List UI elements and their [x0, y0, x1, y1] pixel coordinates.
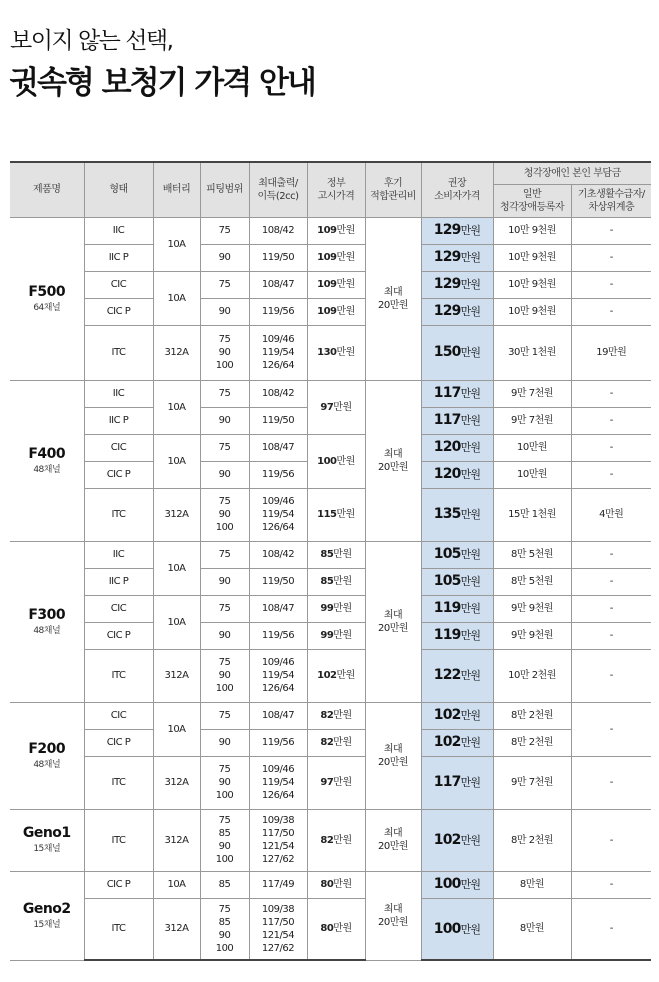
type-cell: ITC [84, 649, 153, 702]
fitting-cell: 75 90 100 [200, 756, 249, 809]
general-burden-cell: 9만 9천원 [493, 595, 571, 622]
table-row [10, 380, 651, 407]
output-cell: 109/38 117/50 121/54 127/62 [249, 898, 307, 960]
product-channels: 48채널 [33, 625, 61, 636]
battery-cell: 10A [153, 541, 200, 595]
basic-burden-cell: - [571, 541, 651, 568]
gov-price-cell: 109만원 [307, 217, 365, 244]
basic-burden-cell: - [571, 871, 651, 898]
type-cell: ITC [84, 325, 153, 380]
battery-cell: 10A [153, 434, 200, 488]
type-cell: CIC P [84, 622, 153, 649]
type-cell: ITC [84, 756, 153, 809]
basic-burden-cell: - [571, 756, 651, 809]
general-burden-cell: 10만 9천원 [493, 271, 571, 298]
product-name: F300 [28, 606, 66, 623]
type-cell: CIC [84, 271, 153, 298]
output-cell: 119/56 [249, 729, 307, 756]
gov-price-cell: 115만원 [307, 488, 365, 541]
output-cell: 119/50 [249, 244, 307, 271]
battery-cell: 10A [153, 380, 200, 434]
output-cell: 108/47 [249, 271, 307, 298]
fitting-cell: 90 [200, 407, 249, 434]
general-burden-cell: 9만 7천원 [493, 380, 571, 407]
type-cell: CIC [84, 434, 153, 461]
general-burden-cell: 30만 1천원 [493, 325, 571, 380]
battery-cell: 10A [153, 271, 200, 325]
general-burden-cell: 10만원 [493, 434, 571, 461]
rrp-cell: 120만원 [421, 461, 493, 488]
table-row [10, 488, 651, 541]
product-name-cell [10, 702, 84, 809]
header-max-output: 최대출력/ 이득(2cc) [249, 162, 307, 217]
gov-price-cell: 82만원 [307, 809, 365, 871]
type-cell: ITC [84, 809, 153, 871]
basic-burden-cell: - [571, 380, 651, 407]
table-row [10, 809, 651, 871]
table-row [10, 898, 651, 960]
output-cell: 119/56 [249, 298, 307, 325]
type-cell: CIC P [84, 298, 153, 325]
fitting-cell: 75 90 100 [200, 649, 249, 702]
after-care-cell: 최대 20만원 [365, 871, 421, 960]
price-table [10, 161, 651, 961]
fitting-cell: 75 [200, 271, 249, 298]
table-row [10, 325, 651, 380]
product-name-cell [10, 380, 84, 541]
general-burden-cell: 9만 9천원 [493, 622, 571, 649]
product-name: Geno2 [22, 900, 71, 917]
basic-burden-cell: - [571, 898, 651, 960]
table-row [10, 622, 651, 649]
product-name-cell [10, 541, 84, 702]
output-cell: 119/50 [249, 568, 307, 595]
output-cell: 119/56 [249, 622, 307, 649]
basic-burden-cell: - [571, 434, 651, 461]
output-cell: 108/47 [249, 434, 307, 461]
fitting-cell: 75 [200, 380, 249, 407]
output-cell: 108/42 [249, 217, 307, 244]
fitting-cell: 90 [200, 244, 249, 271]
fitting-cell: 75 [200, 595, 249, 622]
table-row [10, 541, 651, 568]
product-channels: 15채널 [33, 844, 61, 855]
gov-price-cell: 100만원 [307, 434, 365, 488]
general-burden-cell: 15만 1천원 [493, 488, 571, 541]
header-general: 일반 청각장애등록자 [493, 184, 571, 217]
rrp-cell: 102만원 [421, 729, 493, 756]
fitting-cell: 75 85 90 100 [200, 898, 249, 960]
table-row [10, 217, 651, 244]
basic-burden-cell: - [571, 809, 651, 871]
type-cell: CIC P [84, 871, 153, 898]
battery-cell: 10A [153, 595, 200, 649]
fitting-cell: 75 90 100 [200, 325, 249, 380]
table-row [10, 649, 651, 702]
rrp-cell: 122만원 [421, 649, 493, 702]
rrp-cell: 100만원 [421, 898, 493, 960]
battery-cell: 312A [153, 809, 200, 871]
table-row [10, 871, 651, 898]
basic-burden-cell: - [571, 407, 651, 434]
product-name: F400 [28, 445, 66, 462]
general-burden-cell: 8만 2천원 [493, 729, 571, 756]
battery-cell: 10A [153, 871, 200, 898]
output-cell: 109/46 119/54 126/64 [249, 488, 307, 541]
general-burden-cell: 9만 7천원 [493, 756, 571, 809]
rrp-cell: 105만원 [421, 541, 493, 568]
gov-price-cell: 109만원 [307, 298, 365, 325]
rrp-cell: 100만원 [421, 871, 493, 898]
output-cell: 108/47 [249, 595, 307, 622]
general-burden-cell: 8만원 [493, 898, 571, 960]
type-cell: IIC P [84, 568, 153, 595]
type-cell: IIC [84, 541, 153, 568]
type-cell: CIC P [84, 729, 153, 756]
battery-cell: 312A [153, 898, 200, 960]
gov-price-cell: 82만원 [307, 729, 365, 756]
basic-burden-cell: 4만원 [571, 488, 651, 541]
general-burden-cell: 8만 2천원 [493, 809, 571, 871]
header-gov-price: 정부 고시가격 [307, 162, 365, 217]
gov-price-cell: 82만원 [307, 702, 365, 729]
output-cell: 109/46 119/54 126/64 [249, 325, 307, 380]
product-name: F500 [28, 283, 66, 300]
page-title: 귓속형 보청기 가격 안내 [9, 65, 315, 101]
general-burden-cell: 10만 9천원 [493, 217, 571, 244]
after-care-cell: 최대 20만원 [365, 380, 421, 541]
basic-burden-cell: - [571, 217, 651, 244]
basic-burden-cell: - [571, 595, 651, 622]
basic-burden-cell: - [571, 271, 651, 298]
product-channels: 48채널 [33, 759, 61, 770]
product-name: Geno1 [22, 825, 71, 842]
general-burden-cell: 10만원 [493, 461, 571, 488]
general-burden-cell: 10만 9천원 [493, 244, 571, 271]
table-row [10, 271, 651, 298]
basic-burden-cell: - [571, 568, 651, 595]
rrp-cell: 129만원 [421, 298, 493, 325]
gov-price-cell: 97만원 [307, 756, 365, 809]
after-care-cell: 최대 20만원 [365, 541, 421, 702]
table-row [10, 298, 651, 325]
type-cell: IIC P [84, 244, 153, 271]
header-burden: 청각장애인 본인 부담금 [493, 162, 651, 184]
type-cell: CIC [84, 702, 153, 729]
battery-cell: 312A [153, 488, 200, 541]
fitting-cell: 75 [200, 434, 249, 461]
type-cell: IIC [84, 380, 153, 407]
table-row [10, 568, 651, 595]
gov-price-cell: 97만원 [307, 380, 365, 434]
rrp-cell: 129만원 [421, 217, 493, 244]
type-cell: IIC P [84, 407, 153, 434]
basic-burden-cell: - [571, 244, 651, 271]
header-product: 제품명 [10, 162, 84, 217]
basic-burden-cell: - [571, 298, 651, 325]
rrp-cell: 129만원 [421, 244, 493, 271]
output-cell: 108/47 [249, 702, 307, 729]
output-cell: 109/46 119/54 126/64 [249, 649, 307, 702]
output-cell: 108/42 [249, 380, 307, 407]
product-channels: 64채널 [33, 302, 61, 313]
table-row [10, 595, 651, 622]
gov-price-cell: 102만원 [307, 649, 365, 702]
rrp-cell: 119만원 [421, 595, 493, 622]
type-cell: CIC [84, 595, 153, 622]
header-battery: 배터리 [153, 162, 200, 217]
fitting-cell: 90 [200, 461, 249, 488]
fitting-cell: 75 [200, 541, 249, 568]
fitting-cell: 85 [200, 871, 249, 898]
battery-cell: 10A [153, 702, 200, 756]
product-name: F200 [28, 740, 66, 757]
basic-burden-cell: - [571, 461, 651, 488]
output-cell: 119/50 [249, 407, 307, 434]
output-cell: 109/46 119/54 126/64 [249, 756, 307, 809]
header-type: 형태 [84, 162, 153, 217]
gov-price-cell: 109만원 [307, 271, 365, 298]
product-name-cell [10, 217, 84, 380]
general-burden-cell: 10만 9천원 [493, 298, 571, 325]
header-rrp: 권장 소비자가격 [421, 162, 493, 217]
product-channels: 48채널 [33, 464, 61, 475]
rrp-cell: 150만원 [421, 325, 493, 380]
product-name-cell [10, 871, 84, 960]
table-row [10, 434, 651, 461]
fitting-cell: 75 90 100 [200, 488, 249, 541]
output-cell: 108/42 [249, 541, 307, 568]
product-channels: 15채널 [33, 919, 61, 930]
rrp-cell: 102만원 [421, 809, 493, 871]
after-care-cell: 최대 20만원 [365, 217, 421, 380]
page-subtitle: 보이지 않는 선택, [10, 28, 173, 54]
rrp-cell: 117만원 [421, 756, 493, 809]
general-burden-cell: 8만 5천원 [493, 568, 571, 595]
fitting-cell: 90 [200, 729, 249, 756]
basic-burden-cell: 19만원 [571, 325, 651, 380]
rrp-cell: 119만원 [421, 622, 493, 649]
fitting-cell: 90 [200, 298, 249, 325]
fitting-cell: 75 [200, 217, 249, 244]
general-burden-cell: 8만 2천원 [493, 702, 571, 729]
fitting-cell: 90 [200, 568, 249, 595]
general-burden-cell: 8만 5천원 [493, 541, 571, 568]
product-name-cell [10, 809, 84, 871]
fitting-cell: 75 85 90 100 [200, 809, 249, 871]
rrp-cell: 102만원 [421, 702, 493, 729]
after-care-cell: 최대 20만원 [365, 702, 421, 809]
type-cell: CIC P [84, 461, 153, 488]
rrp-cell: 105만원 [421, 568, 493, 595]
fitting-cell: 75 [200, 702, 249, 729]
rrp-cell: 135만원 [421, 488, 493, 541]
header-after-care: 후기 적합관리비 [365, 162, 421, 217]
battery-cell: 312A [153, 756, 200, 809]
table-row [10, 244, 651, 271]
gov-price-cell: 85만원 [307, 541, 365, 568]
battery-cell: 312A [153, 649, 200, 702]
basic-burden-cell: - [571, 702, 651, 756]
table-row [10, 756, 651, 809]
type-cell: IIC [84, 217, 153, 244]
rrp-cell: 117만원 [421, 407, 493, 434]
gov-price-cell: 80만원 [307, 898, 365, 960]
battery-cell: 10A [153, 217, 200, 271]
output-cell: 119/56 [249, 461, 307, 488]
output-cell: 117/49 [249, 871, 307, 898]
general-burden-cell: 9만 7천원 [493, 407, 571, 434]
table-row [10, 702, 651, 729]
output-cell: 109/38 117/50 121/54 127/62 [249, 809, 307, 871]
fitting-cell: 90 [200, 622, 249, 649]
type-cell: ITC [84, 898, 153, 960]
type-cell: ITC [84, 488, 153, 541]
rrp-cell: 120만원 [421, 434, 493, 461]
rrp-cell: 117만원 [421, 380, 493, 407]
gov-price-cell: 109만원 [307, 244, 365, 271]
header-basic: 기초생활수급자/ 차상위계층 [571, 184, 651, 217]
basic-burden-cell: - [571, 622, 651, 649]
header-fitting-range: 피팅범위 [200, 162, 249, 217]
table-row [10, 729, 651, 756]
battery-cell: 312A [153, 325, 200, 380]
gov-price-cell: 80만원 [307, 871, 365, 898]
basic-burden-cell: - [571, 649, 651, 702]
gov-price-cell: 130만원 [307, 325, 365, 380]
gov-price-cell: 99만원 [307, 622, 365, 649]
gov-price-cell: 99만원 [307, 595, 365, 622]
gov-price-cell: 85만원 [307, 568, 365, 595]
general-burden-cell: 8만원 [493, 871, 571, 898]
rrp-cell: 129만원 [421, 271, 493, 298]
general-burden-cell: 10만 2천원 [493, 649, 571, 702]
after-care-cell: 최대 20만원 [365, 809, 421, 871]
